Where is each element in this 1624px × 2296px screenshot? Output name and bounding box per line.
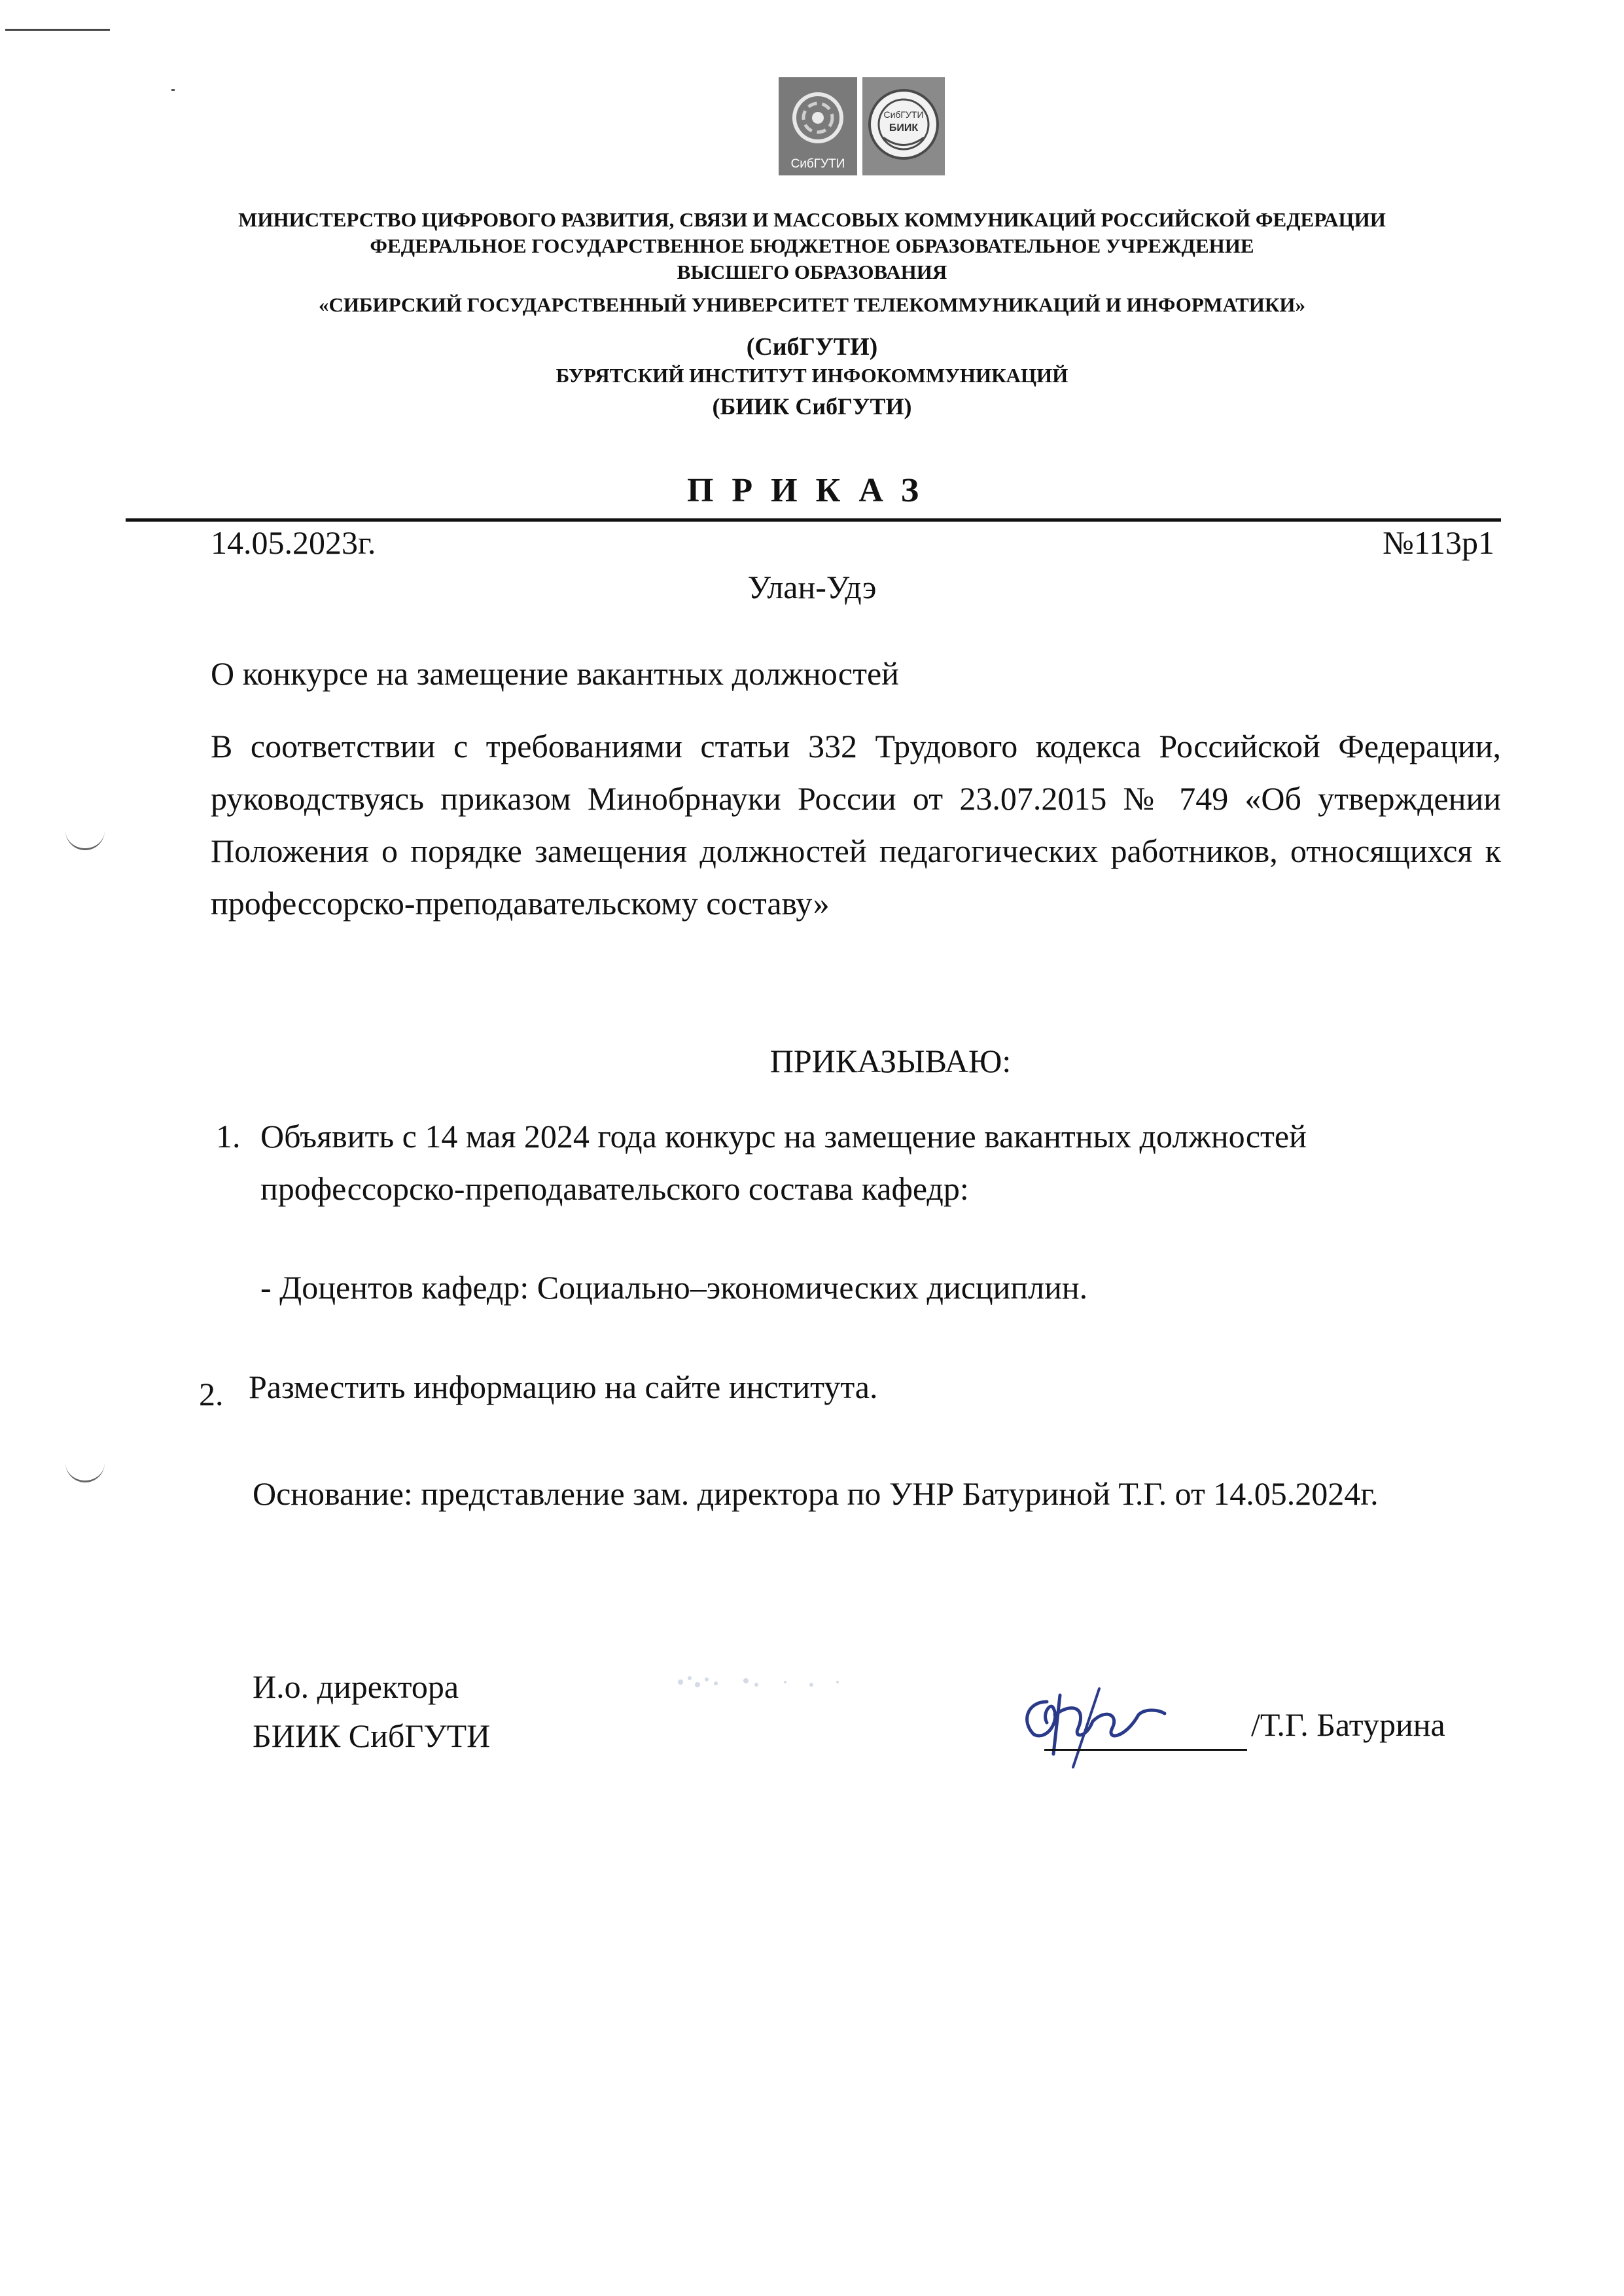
svg-text:БИИК: БИИК [889, 122, 919, 134]
list-item-text: Объявить с 14 мая 2024 года конкурс на замещение вакантных должностей профессорско-преподавательского состава кафедр: [260, 1118, 1307, 1207]
order-preamble: В соответствии с требованиями статьи 332 Трудового кодекса Российской Федерации, руководствуясь приказом Минобрнауки России от 23.07.2015 № 749 «Об утверждении Положения о порядке замещения должностей педагогических работников, относящихся к профессорско-преподавательскому составу» [211, 728, 1501, 922]
university-short-name: (СибГУТИ) [746, 333, 878, 361]
list-item-text: Разместить информацию на сайте института. [249, 1369, 878, 1405]
handwritten-signature [1008, 1676, 1178, 1774]
order-basis: Основание: представление зам. директора по УНР Батуриной Т.Г. от 14.05.2024г. [253, 1475, 1379, 1512]
institution-type-line-2: ВЫСШЕГО ОБРАЗОВАНИЯ [677, 260, 947, 283]
ministry-name: МИНИСТЕРСТВО ЦИФРОВОГО РАЗВИТИЯ, СВЯЗИ И МАССОВЫХ КОММУНИКАЦИЙ РОССИЙСКОЙ ФЕДЕРАЦИИ [238, 208, 1386, 231]
institution-type-line-1: ФЕДЕРАЛЬНОЕ ГОСУДАРСТВЕННОЕ БЮДЖЕТНОЕ ОБРАЗОВАТЕЛЬНОЕ УЧРЕЖДЕНИЕ [370, 234, 1254, 257]
svg-text:СибГУТИ: СибГУТИ [883, 109, 924, 120]
order-city: Улан-Удэ [747, 569, 877, 605]
faint-stamp-trace [667, 1662, 864, 1702]
institution-logos [779, 77, 945, 175]
title-divider [126, 518, 1501, 522]
branch-name: БУРЯТСКИЙ ИНСТИТУТ ИНФОКОММУНИКАЦИЙ [556, 364, 1068, 387]
order-date: 14.05.2023г. [211, 524, 376, 561]
list-item-number: 1. [216, 1118, 241, 1155]
signatory-position-line-1: И.о. директора [253, 1668, 459, 1705]
scan-artifact-line [5, 29, 110, 31]
punch-hole-mark [65, 1462, 105, 1482]
order-subject: О конкурсе на замещение вакантных должностей [211, 655, 899, 692]
list-sub-item: - Доцентов кафедр: Социально–экономических дисциплин. [260, 1269, 1088, 1306]
scan-artifact-dot [171, 89, 175, 91]
signatory-name: /Т.Г. Батурина [1251, 1706, 1445, 1743]
list-item-number: 2. [199, 1376, 224, 1412]
university-name: «СИБИРСКИЙ ГОСУДАРСТВЕННЫЙ УНИВЕРСИТЕТ ТЕЛЕКОММУНИКАЦИЙ И ИНФОРМАТИКИ» [318, 293, 1306, 316]
punch-hole-mark [65, 830, 105, 850]
branch-short-name: (БИИК СибГУТИ) [712, 393, 912, 420]
order-number: №113р1 [1383, 524, 1494, 561]
order-directive-word: ПРИКАЗЫВАЮ: [769, 1043, 1012, 1079]
signatory-position-line-2: БИИК СибГУТИ [253, 1717, 491, 1754]
sibguti-logo-caption: СибГУТИ [790, 157, 845, 171]
signatory-position [253, 1662, 490, 1761]
signature-line [1044, 1749, 1247, 1751]
document-title: ПРИКАЗ [686, 472, 938, 509]
